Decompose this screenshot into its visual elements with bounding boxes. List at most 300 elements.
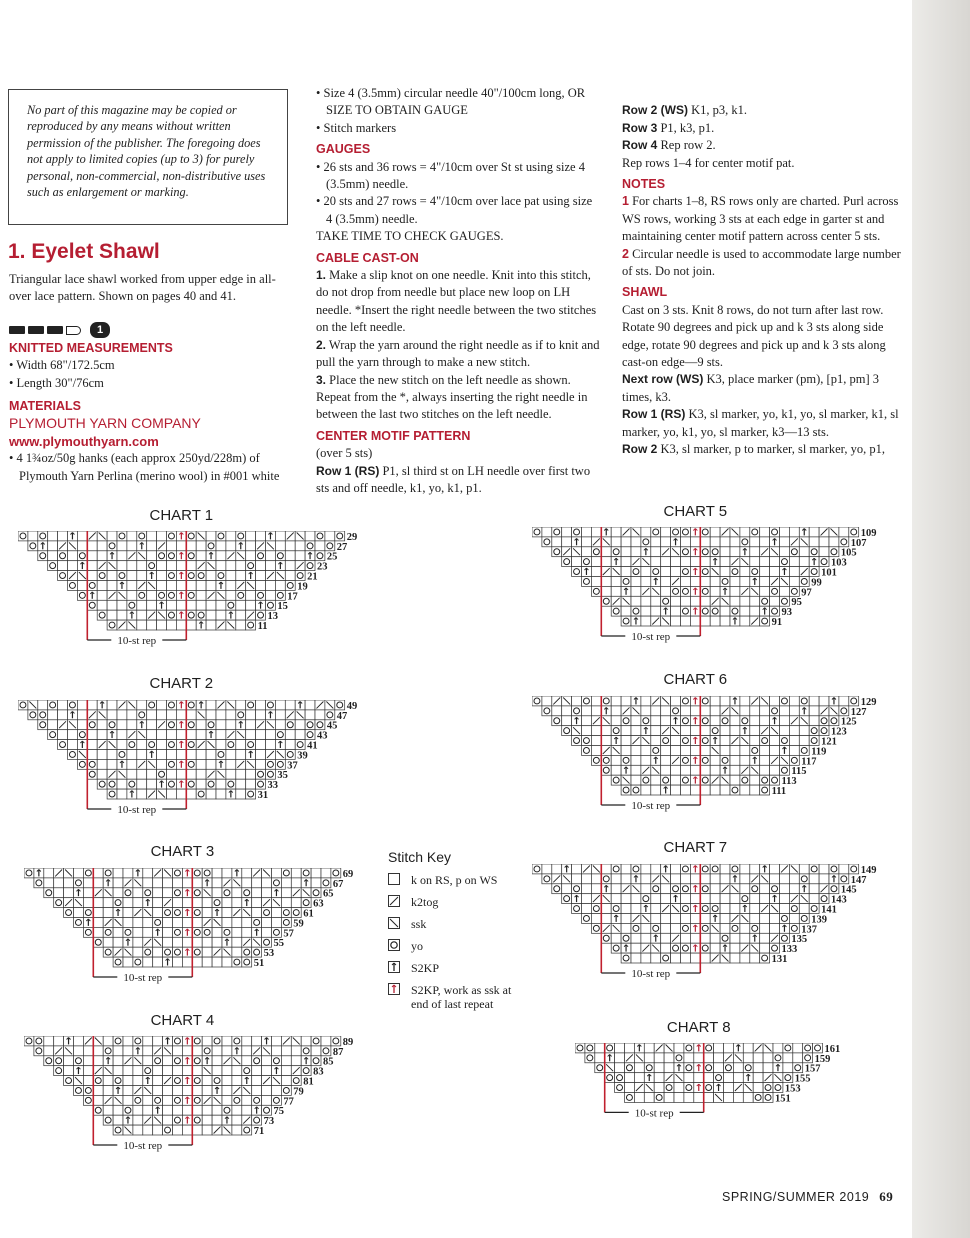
chart-cell xyxy=(839,864,849,874)
chart-cell xyxy=(127,561,137,571)
chart-cell xyxy=(671,765,681,775)
chart-cell xyxy=(664,1053,674,1063)
chart-cell xyxy=(780,894,790,904)
chart-cell xyxy=(58,710,68,720)
chart-cell xyxy=(226,720,236,730)
chart-cell xyxy=(176,710,186,720)
chart-cell xyxy=(789,874,799,884)
chart-cell xyxy=(780,527,790,537)
chart-cell xyxy=(137,779,147,789)
chart-cell xyxy=(216,789,226,799)
chart-cell xyxy=(107,700,117,710)
chart-cell xyxy=(621,547,631,557)
chart-cell xyxy=(562,537,572,547)
chart-cell xyxy=(789,527,799,537)
chart-cell xyxy=(730,746,740,756)
chart-cell xyxy=(163,1066,173,1076)
chart-cell xyxy=(137,610,147,620)
chart-cell xyxy=(196,769,206,779)
chart-cell xyxy=(272,868,282,878)
chart-cell xyxy=(572,696,582,706)
chart-cell xyxy=(117,730,127,740)
chart-cell xyxy=(262,878,272,888)
chart-cell xyxy=(242,918,252,928)
chart-cell xyxy=(206,571,216,581)
chart-cell xyxy=(644,1043,654,1053)
chart-cell xyxy=(760,577,770,587)
chart-cell xyxy=(750,894,760,904)
chart-cell xyxy=(710,577,720,587)
chart-cell xyxy=(730,775,740,785)
chart-cell xyxy=(654,1053,664,1063)
chart-cell xyxy=(631,746,641,756)
chart-cell xyxy=(147,551,157,561)
chart-cell xyxy=(720,726,730,736)
repeat-label: 10-st rep xyxy=(123,972,163,984)
chart-cell xyxy=(674,1083,684,1093)
chart-cell xyxy=(163,888,173,898)
chart-cell xyxy=(147,730,157,740)
chart-cell xyxy=(285,700,295,710)
chart-cell xyxy=(750,537,760,547)
chart-cell xyxy=(789,726,799,736)
chart-cell xyxy=(196,730,206,740)
chart-cell xyxy=(48,531,58,541)
chart-cell xyxy=(291,1046,301,1056)
chart-cell xyxy=(641,616,651,626)
chart-cell xyxy=(272,1046,282,1056)
chart-cell xyxy=(74,908,84,918)
chart-title: CHART 7 xyxy=(663,839,728,856)
chart-cell xyxy=(163,1095,173,1105)
chart-cell xyxy=(226,590,236,600)
chart-cell xyxy=(202,1036,212,1046)
chart-cell xyxy=(690,765,700,775)
chart-cell xyxy=(246,730,256,740)
chart-cell xyxy=(809,696,819,706)
chart-cell xyxy=(789,736,799,746)
chart-cell xyxy=(671,696,681,706)
chart-cell xyxy=(153,1066,163,1076)
row-number: 29 xyxy=(346,531,358,543)
row-number: 69 xyxy=(342,868,354,880)
chart-cell xyxy=(123,1076,133,1086)
chart-cell xyxy=(97,581,107,591)
chart-cell xyxy=(232,898,242,908)
row-number: 87 xyxy=(332,1046,344,1058)
chart-cell xyxy=(704,1093,714,1103)
chart-cell xyxy=(93,868,103,878)
chart-cell xyxy=(153,947,163,957)
chart-cell xyxy=(107,571,117,581)
chart-cell xyxy=(740,706,750,716)
chart-cell xyxy=(562,706,572,716)
chart-cell xyxy=(710,785,720,795)
chart-title: CHART 8 xyxy=(666,1019,731,1036)
chart-cell xyxy=(117,610,127,620)
shawl-heading: SHAWL xyxy=(622,285,668,300)
chart-cell xyxy=(641,596,651,606)
chart-cell xyxy=(246,590,256,600)
chart-cell xyxy=(222,1086,232,1096)
skill-bar-icon xyxy=(9,326,25,334)
chart-cell xyxy=(750,775,760,785)
chart-cell xyxy=(202,937,212,947)
chart-cell xyxy=(720,606,730,616)
chart-cell xyxy=(681,953,691,963)
chart-cell xyxy=(232,1115,242,1125)
chart-cell xyxy=(750,606,760,616)
chart-cell xyxy=(48,551,58,561)
chart-cell xyxy=(743,1093,753,1103)
chart-cell xyxy=(212,888,222,898)
chart-cell xyxy=(591,696,601,706)
chart-cell xyxy=(694,1073,704,1083)
chart-cell xyxy=(591,746,601,756)
chart-cell xyxy=(173,1066,183,1076)
chart-cell xyxy=(601,557,611,567)
chart-cell xyxy=(740,746,750,756)
chart-cell xyxy=(839,527,849,537)
chart-cell xyxy=(226,561,236,571)
chart-cell xyxy=(625,1083,635,1093)
chart-cell xyxy=(83,888,93,898)
chart-cell xyxy=(206,531,216,541)
chart-cell xyxy=(281,878,291,888)
chart-cell xyxy=(127,720,137,730)
chart-cell xyxy=(147,531,157,541)
chart-cell xyxy=(137,620,147,630)
chart-cell xyxy=(582,726,592,736)
chart-cell xyxy=(137,561,147,571)
chart-cell xyxy=(730,765,740,775)
chart-cell xyxy=(730,547,740,557)
chart-cell xyxy=(117,541,127,551)
chart-cell xyxy=(753,1073,763,1083)
chart-cell xyxy=(44,1036,54,1046)
chart-cell xyxy=(87,551,97,561)
chart-cell xyxy=(202,1125,212,1135)
chart-cell xyxy=(97,759,107,769)
chart-cell xyxy=(681,874,691,884)
chart-cell xyxy=(671,874,681,884)
chart-cell xyxy=(753,1053,763,1063)
chart-cell xyxy=(252,1076,262,1086)
row-number: 107 xyxy=(850,537,867,549)
row-number: 131 xyxy=(771,954,788,965)
chart-cell xyxy=(750,557,760,567)
chart-cell xyxy=(147,620,157,630)
chart-cell xyxy=(621,606,631,616)
chart-cell xyxy=(285,740,295,750)
chart-cell xyxy=(93,1056,103,1066)
chart-cell xyxy=(562,884,572,894)
chart-cell xyxy=(720,557,730,567)
chart-cell xyxy=(591,527,601,537)
chart-cell xyxy=(212,1056,222,1066)
chart-cell xyxy=(641,746,651,756)
chart-cell xyxy=(641,864,651,874)
chart-cell xyxy=(760,914,770,924)
chart-cell xyxy=(113,1066,123,1076)
chart-cell xyxy=(256,750,266,760)
chart-cell xyxy=(262,927,272,937)
row-number: 123 xyxy=(831,726,847,738)
chart-cell xyxy=(137,571,147,581)
chart-cell xyxy=(77,541,87,551)
chart-cell xyxy=(710,933,720,943)
chart-cell xyxy=(690,616,700,626)
chart-cell xyxy=(97,730,107,740)
chart-cell xyxy=(780,586,790,596)
row-number: 83 xyxy=(313,1066,324,1078)
chart-cell xyxy=(246,710,256,720)
chart-cell xyxy=(87,730,97,740)
chart-cell xyxy=(611,527,621,537)
row-number: 105 xyxy=(840,547,857,559)
chart-cell xyxy=(760,933,770,943)
chart-cell xyxy=(295,720,305,730)
caston-step-2: 2. Wrap the yarn around the right needle as if to knit and pull the yarn through to make a new stitch. xyxy=(316,337,600,370)
chart-cell xyxy=(819,864,829,874)
chart-cell xyxy=(591,706,601,716)
caston-step-3: 3. Place the new stitch on the left needle as shown. Repeat from the *, always inserting the right needle in between the last two stitches on the left needle. xyxy=(316,372,588,422)
chart-cell xyxy=(176,581,186,591)
repeat-label: 10-st rep xyxy=(117,804,157,816)
chart-cell xyxy=(103,898,113,908)
chart-cell xyxy=(242,1095,252,1105)
chart-cell xyxy=(730,953,740,963)
chart-cell xyxy=(173,898,183,908)
chart-cell xyxy=(196,750,206,760)
chart-cell xyxy=(113,1105,123,1115)
row-number: 31 xyxy=(257,790,269,801)
chart-cell xyxy=(222,898,232,908)
chart-cell xyxy=(760,746,770,756)
chart-cell xyxy=(58,531,68,541)
material-yarn: • 4 1¾oz/50g hanks (each approx 250yd/228m) of Plymouth Yarn Perlina (merino wool) in #001 white xyxy=(9,451,280,483)
chart-cell xyxy=(256,710,266,720)
chart-cell xyxy=(123,1036,133,1046)
chart-cell xyxy=(256,740,266,750)
chart-cell xyxy=(651,904,661,914)
row-number: 139 xyxy=(811,914,827,926)
chart-cell xyxy=(664,1063,674,1073)
measurements-heading: KNITTED MEASUREMENTS xyxy=(9,340,173,355)
chart-cell xyxy=(192,1086,202,1096)
chart-cell xyxy=(157,581,167,591)
chart-cell xyxy=(107,581,117,591)
chart-cell xyxy=(809,884,819,894)
s2kp-icon xyxy=(388,961,400,973)
chart-cell xyxy=(651,894,661,904)
gauge-lace: • 20 sts and 27 rows = 4"/10cm over lace pat using size 4 (3.5mm) needle. xyxy=(316,194,593,226)
chart-cell xyxy=(93,898,103,908)
chart-cell xyxy=(242,1046,252,1056)
chart-cell xyxy=(107,531,117,541)
row-number: 143 xyxy=(831,894,847,906)
row-number: 125 xyxy=(840,716,857,728)
chart-cell xyxy=(720,894,730,904)
chart-cell xyxy=(206,620,216,630)
chart-cell xyxy=(661,577,671,587)
chart-cell xyxy=(143,868,153,878)
chart-cell xyxy=(654,1083,664,1093)
chart-cell xyxy=(127,710,137,720)
chart-cell xyxy=(196,720,206,730)
chart-cell xyxy=(641,933,651,943)
stitch-key xyxy=(388,849,523,1019)
chart-cell xyxy=(661,537,671,547)
row-number: 75 xyxy=(273,1106,284,1118)
chart-cell xyxy=(226,759,236,769)
yarn-url[interactable]: www.plymouthyarn.com xyxy=(9,433,159,449)
chart-cell xyxy=(730,537,740,547)
chart-cell xyxy=(641,577,651,587)
chart-cell xyxy=(222,1046,232,1056)
chart-cell xyxy=(799,726,809,736)
chart-cell xyxy=(127,590,137,600)
chart-cell xyxy=(103,1036,113,1046)
chart-cell xyxy=(157,531,167,541)
chart-cell xyxy=(621,567,631,577)
chart-cell xyxy=(750,726,760,736)
chart-cell xyxy=(291,898,301,908)
chart-cell xyxy=(64,1066,74,1076)
chart-cell xyxy=(625,1073,635,1083)
chart-cell xyxy=(763,1063,773,1073)
row-number: 13 xyxy=(267,611,278,623)
chart-cell xyxy=(730,577,740,587)
chart-cell xyxy=(641,606,651,616)
chart-cell xyxy=(222,957,232,967)
chart-cell xyxy=(236,561,246,571)
chart-cell xyxy=(780,726,790,736)
row-number: 85 xyxy=(323,1056,334,1068)
chart-cell xyxy=(113,1115,123,1125)
chart-cell xyxy=(167,730,177,740)
chart-cell xyxy=(226,581,236,591)
chart-cell xyxy=(127,769,137,779)
chart-cell xyxy=(133,888,143,898)
chart-cell xyxy=(87,571,97,581)
chart-cell xyxy=(107,759,117,769)
chart-cell xyxy=(262,1086,272,1096)
chart-cell xyxy=(137,769,147,779)
chart-cell xyxy=(730,755,740,765)
chart-cell xyxy=(262,1056,272,1066)
chart-cell xyxy=(117,720,127,730)
chart-cell xyxy=(681,914,691,924)
chart-cell xyxy=(621,537,631,547)
chart-cell xyxy=(789,567,799,577)
chart-cell xyxy=(182,898,192,908)
chart-cell xyxy=(173,1105,183,1115)
chart-cell xyxy=(202,1105,212,1115)
row-number: 27 xyxy=(336,541,348,553)
chart-title: CHART 6 xyxy=(663,671,728,688)
chart-cell xyxy=(232,947,242,957)
chart-cell xyxy=(107,710,117,720)
chart-cell xyxy=(266,590,276,600)
gauge-stst: • 26 sts and 36 rows = 4"/10cm over St st using size 4 (3.5mm) needle. xyxy=(316,159,585,192)
chart-cell xyxy=(226,571,236,581)
chart-cell xyxy=(760,537,770,547)
chart-cell xyxy=(700,577,710,587)
chart-cell xyxy=(724,1083,734,1093)
chart-cell xyxy=(809,706,819,716)
chart-cell xyxy=(601,726,611,736)
chart-cell xyxy=(266,551,276,561)
chart-cell xyxy=(740,616,750,626)
key-item-s2kp-red: S2KP, work as ssk at end of last repeat xyxy=(388,983,523,1011)
chart-cell xyxy=(226,750,236,760)
chart-cell xyxy=(123,1086,133,1096)
middle-column xyxy=(316,85,600,497)
chart-cell xyxy=(720,547,730,557)
chart-cell xyxy=(671,567,681,577)
chart-cell xyxy=(202,898,212,908)
chart-cell xyxy=(266,581,276,591)
chart-cell xyxy=(542,696,552,706)
chart-cell xyxy=(799,904,809,914)
skill-level-badge: 1 xyxy=(90,322,110,338)
chart-cell xyxy=(311,868,321,878)
chart-cell xyxy=(202,1086,212,1096)
chart-cell xyxy=(167,769,177,779)
chart-cell xyxy=(226,541,236,551)
chart-cell xyxy=(153,1076,163,1086)
chart-cell xyxy=(681,765,691,775)
chart-cell xyxy=(176,730,186,740)
chart-cell xyxy=(651,557,661,567)
chart-cell xyxy=(783,1063,793,1073)
chart-cell xyxy=(661,746,671,756)
row-number: 89 xyxy=(342,1036,354,1048)
chart-grid xyxy=(18,700,379,833)
chart-cell xyxy=(196,551,206,561)
right-column xyxy=(622,85,912,459)
chart-cell xyxy=(153,908,163,918)
chart-cell xyxy=(651,537,661,547)
chart-cell xyxy=(839,696,849,706)
chart-cell xyxy=(262,888,272,898)
chart-cell xyxy=(123,1095,133,1105)
row-number: 99 xyxy=(811,577,822,589)
page-edge-shadow xyxy=(912,0,970,1238)
chart-cell xyxy=(671,606,681,616)
chart-cell xyxy=(700,706,710,716)
chart-cell xyxy=(83,1066,93,1076)
row-number: 37 xyxy=(287,760,298,772)
chart-cell xyxy=(113,1056,123,1066)
row-number: 33 xyxy=(267,780,278,792)
chart-cell xyxy=(611,716,621,726)
chart-cell xyxy=(68,740,78,750)
chart-cell xyxy=(641,696,651,706)
chart-cell xyxy=(595,1043,605,1053)
chart-cell xyxy=(710,586,720,596)
chart-cell xyxy=(266,730,276,740)
chart-cell xyxy=(631,904,641,914)
chart-cell xyxy=(167,541,177,551)
chart-cell xyxy=(700,953,710,963)
chart-cell xyxy=(226,769,236,779)
chart-cell xyxy=(733,1063,743,1073)
chart-cell xyxy=(760,923,770,933)
chart-cell xyxy=(226,531,236,541)
chart-cell xyxy=(127,541,137,551)
